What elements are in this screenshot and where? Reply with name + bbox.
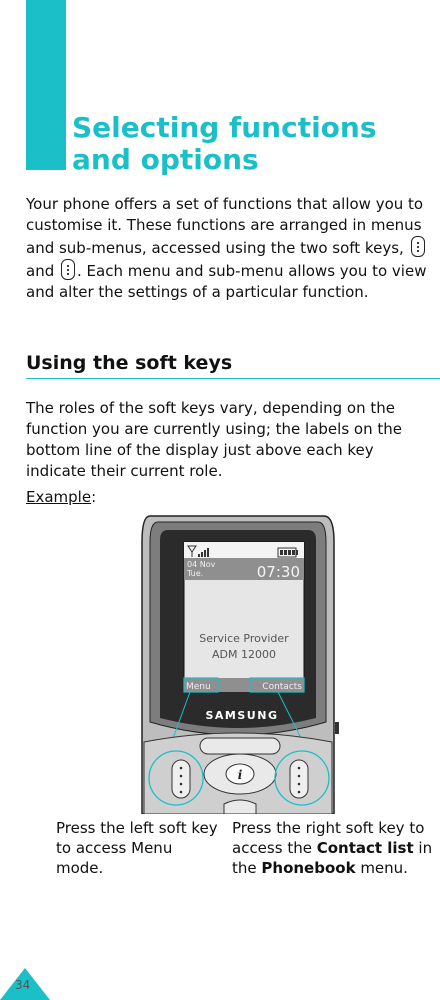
intro-text-and: and xyxy=(26,262,59,280)
page-number-tab xyxy=(0,950,50,1000)
clock-text: 07:30 xyxy=(256,563,300,581)
right-caption-text-3: menu. xyxy=(355,859,408,877)
brand-logo-text: SAMSUNG xyxy=(205,709,279,722)
page-title-line1: Selecting functions xyxy=(72,111,377,144)
right-soft-key-icon xyxy=(61,259,75,280)
example-colon: : xyxy=(91,488,97,506)
right-soft-label: Contacts xyxy=(262,682,302,692)
service-provider-text: Service Provider xyxy=(199,632,289,645)
page-title-line2: and options xyxy=(72,143,259,176)
intro-text-1: Your phone offers a set of functions that allow you to customise it. These functions are arranged in menus and sub-menus, accessed using the two soft keys, xyxy=(26,195,424,257)
section-heading: Using the soft keys xyxy=(26,352,233,374)
right-caption-bold-2: Phonebook xyxy=(261,859,356,877)
date-text: 04 Nov xyxy=(187,560,216,569)
day-text: Tue. xyxy=(187,569,204,578)
left-soft-key-icon xyxy=(411,236,425,257)
title-accent-bar xyxy=(26,0,66,170)
info-key-icon: i xyxy=(237,768,243,782)
left-key-caption: Press the left soft key to access Menu mode. xyxy=(56,819,218,877)
section-paragraph: The roles of the soft keys vary, depending on the function you are currently using; the labels on the bottom line of the display just above each key indicate their current role. xyxy=(26,399,402,480)
top-nav-key xyxy=(200,738,280,754)
intro-text-2: . Each menu and sub-menu allows you to view and alter the settings of a particular function. xyxy=(26,262,427,301)
right-caption-text-1: Press the right soft key to access the xyxy=(232,819,425,857)
intro-paragraph xyxy=(26,194,438,303)
example-label xyxy=(26,488,96,506)
left-soft-label: Menu xyxy=(186,682,211,692)
right-caption-text-2: in the xyxy=(232,839,433,877)
right-caption-bold-1: Contact list xyxy=(316,839,414,857)
phone-illustration xyxy=(128,512,348,814)
right-key-caption xyxy=(232,818,438,878)
section-rule xyxy=(26,378,440,379)
page-number: 34 xyxy=(15,978,31,992)
page-title xyxy=(72,112,377,176)
network-code-text: ADM 12000 xyxy=(212,648,276,661)
example-word: Example xyxy=(26,488,92,506)
